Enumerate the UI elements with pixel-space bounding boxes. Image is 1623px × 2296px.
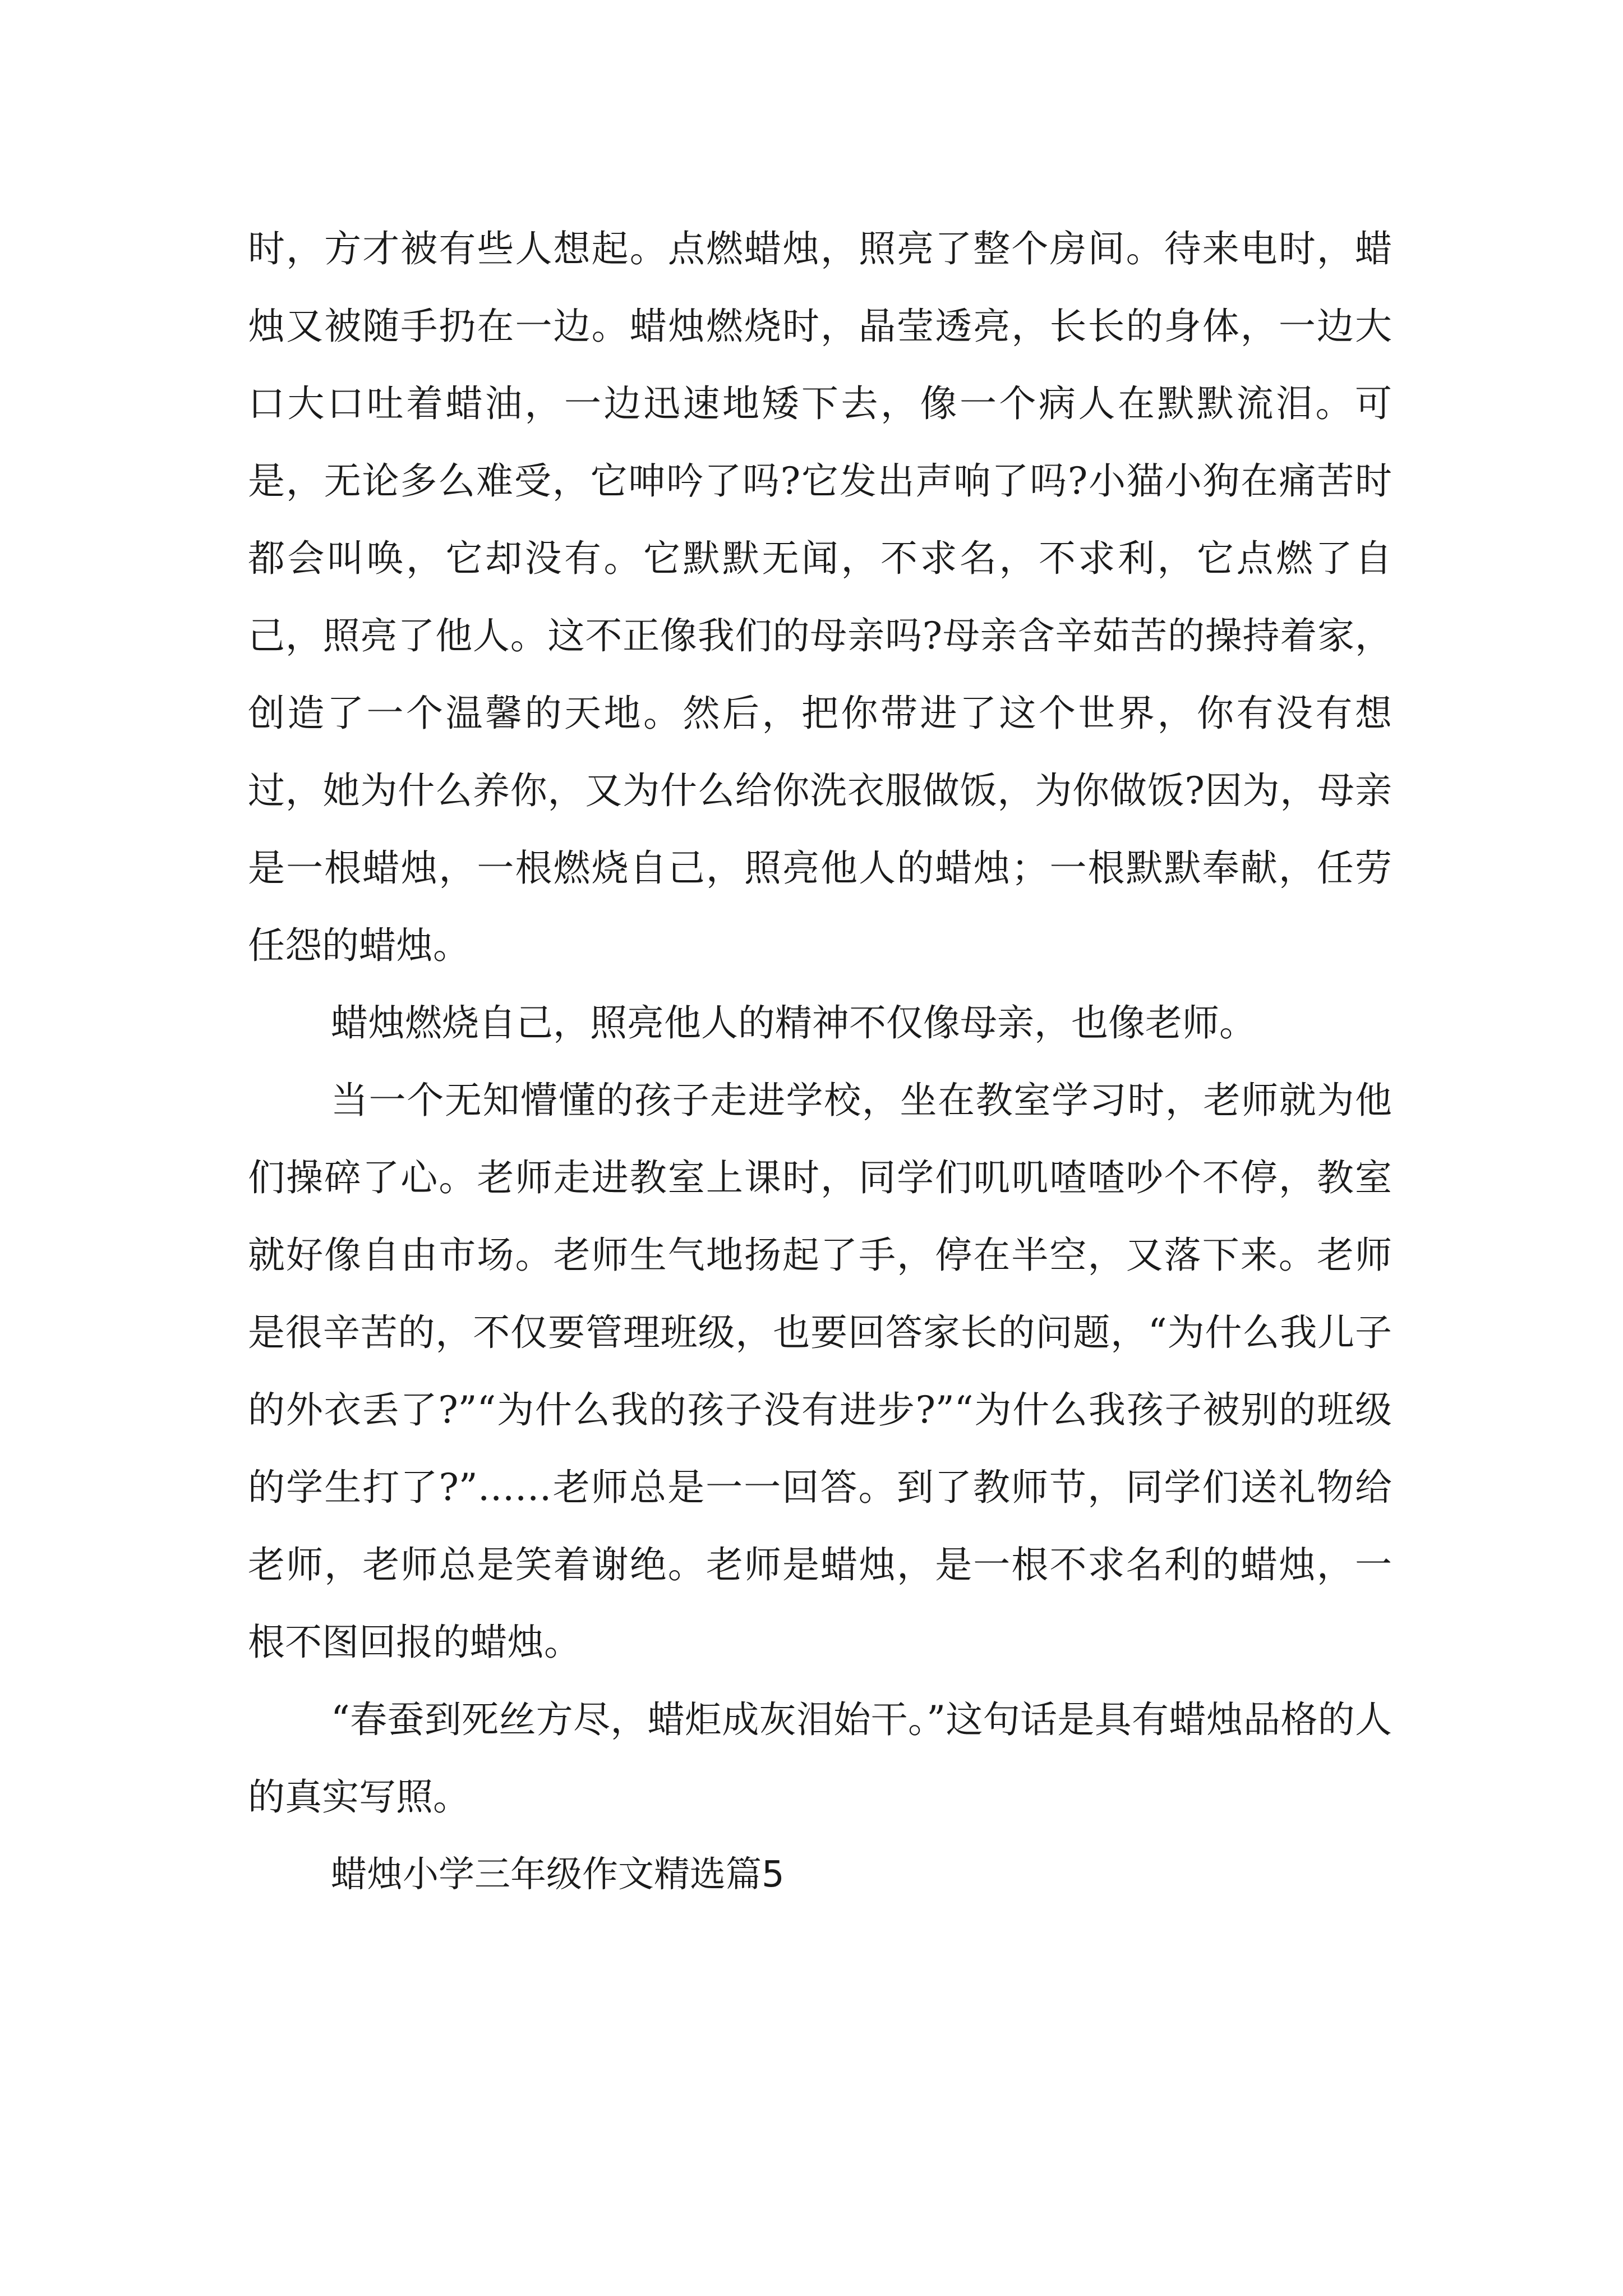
paragraph-4: “春蚕到死丝方尽，蜡炬成灰泪始干。”这句话是具有蜡烛品格的人的真实写照。 <box>248 1698 1392 1819</box>
paragraph-2: 蜡烛燃烧自己，照亮他人的精神不仅像母亲，也像老师。 <box>331 1001 1256 1045</box>
paragraph-3: 当一个无知懵懂的孩子走进学校，坐在教室学习时，老师就为他们操碎了心。老师走进教室上课时，同学们叽叽喳喳吵个不停，教室就好像自由市场。老师生气地扬起了手，停在半空，又落下来。老师是很辛苦的，不仅要管理班级，也要回答家长的问题，“为什么我儿子的外衣丢了?”“为什么我的孩子没有进步?”“为什么我孩子被别的班级的学生打了?”……老师总是一一回答。到了教师节，同学们送礼物给老师，老师总是笑着谢绝。老师是蜡烛，是一根不求名利的蜡烛，一根不图回报的蜡烛。 <box>248 1079 1392 1664</box>
paragraph-1: 时，方才被有些人想起。点燃蜡烛，照亮了整个房间。待来电时，蜡烛又被随手扔在一边。蜡烛燃烧时，晶莹透亮，长长的身体，一边大口大口吐着蜡油，一边迅速地矮下去，像一个病人在默默流泪。可是，无论多么难受，它呻吟了吗?它发出声响了吗?小猫小狗在痛苦时都会叫唤，它却没有。它默默无闻，不求名，不求利，它点燃了自己，照亮了他人。这不正像我们的母亲吗?母亲含辛茹苦的操持着家，创造了一个温馨的天地。然后，把你带进了这个世界，你有没有想过，她为什么养你，又为什么给你洗衣服做饭，为你做饭?因为，母亲是一根蜡烛，一根燃烧自己，照亮他人的蜡烛；一根默默奉献，任劳任怨的蜡烛。 <box>248 227 1392 967</box>
section-heading: 蜡烛小学三年级作文精选篇5 <box>331 1854 785 1895</box>
document-body <box>248 210 1392 1913</box>
